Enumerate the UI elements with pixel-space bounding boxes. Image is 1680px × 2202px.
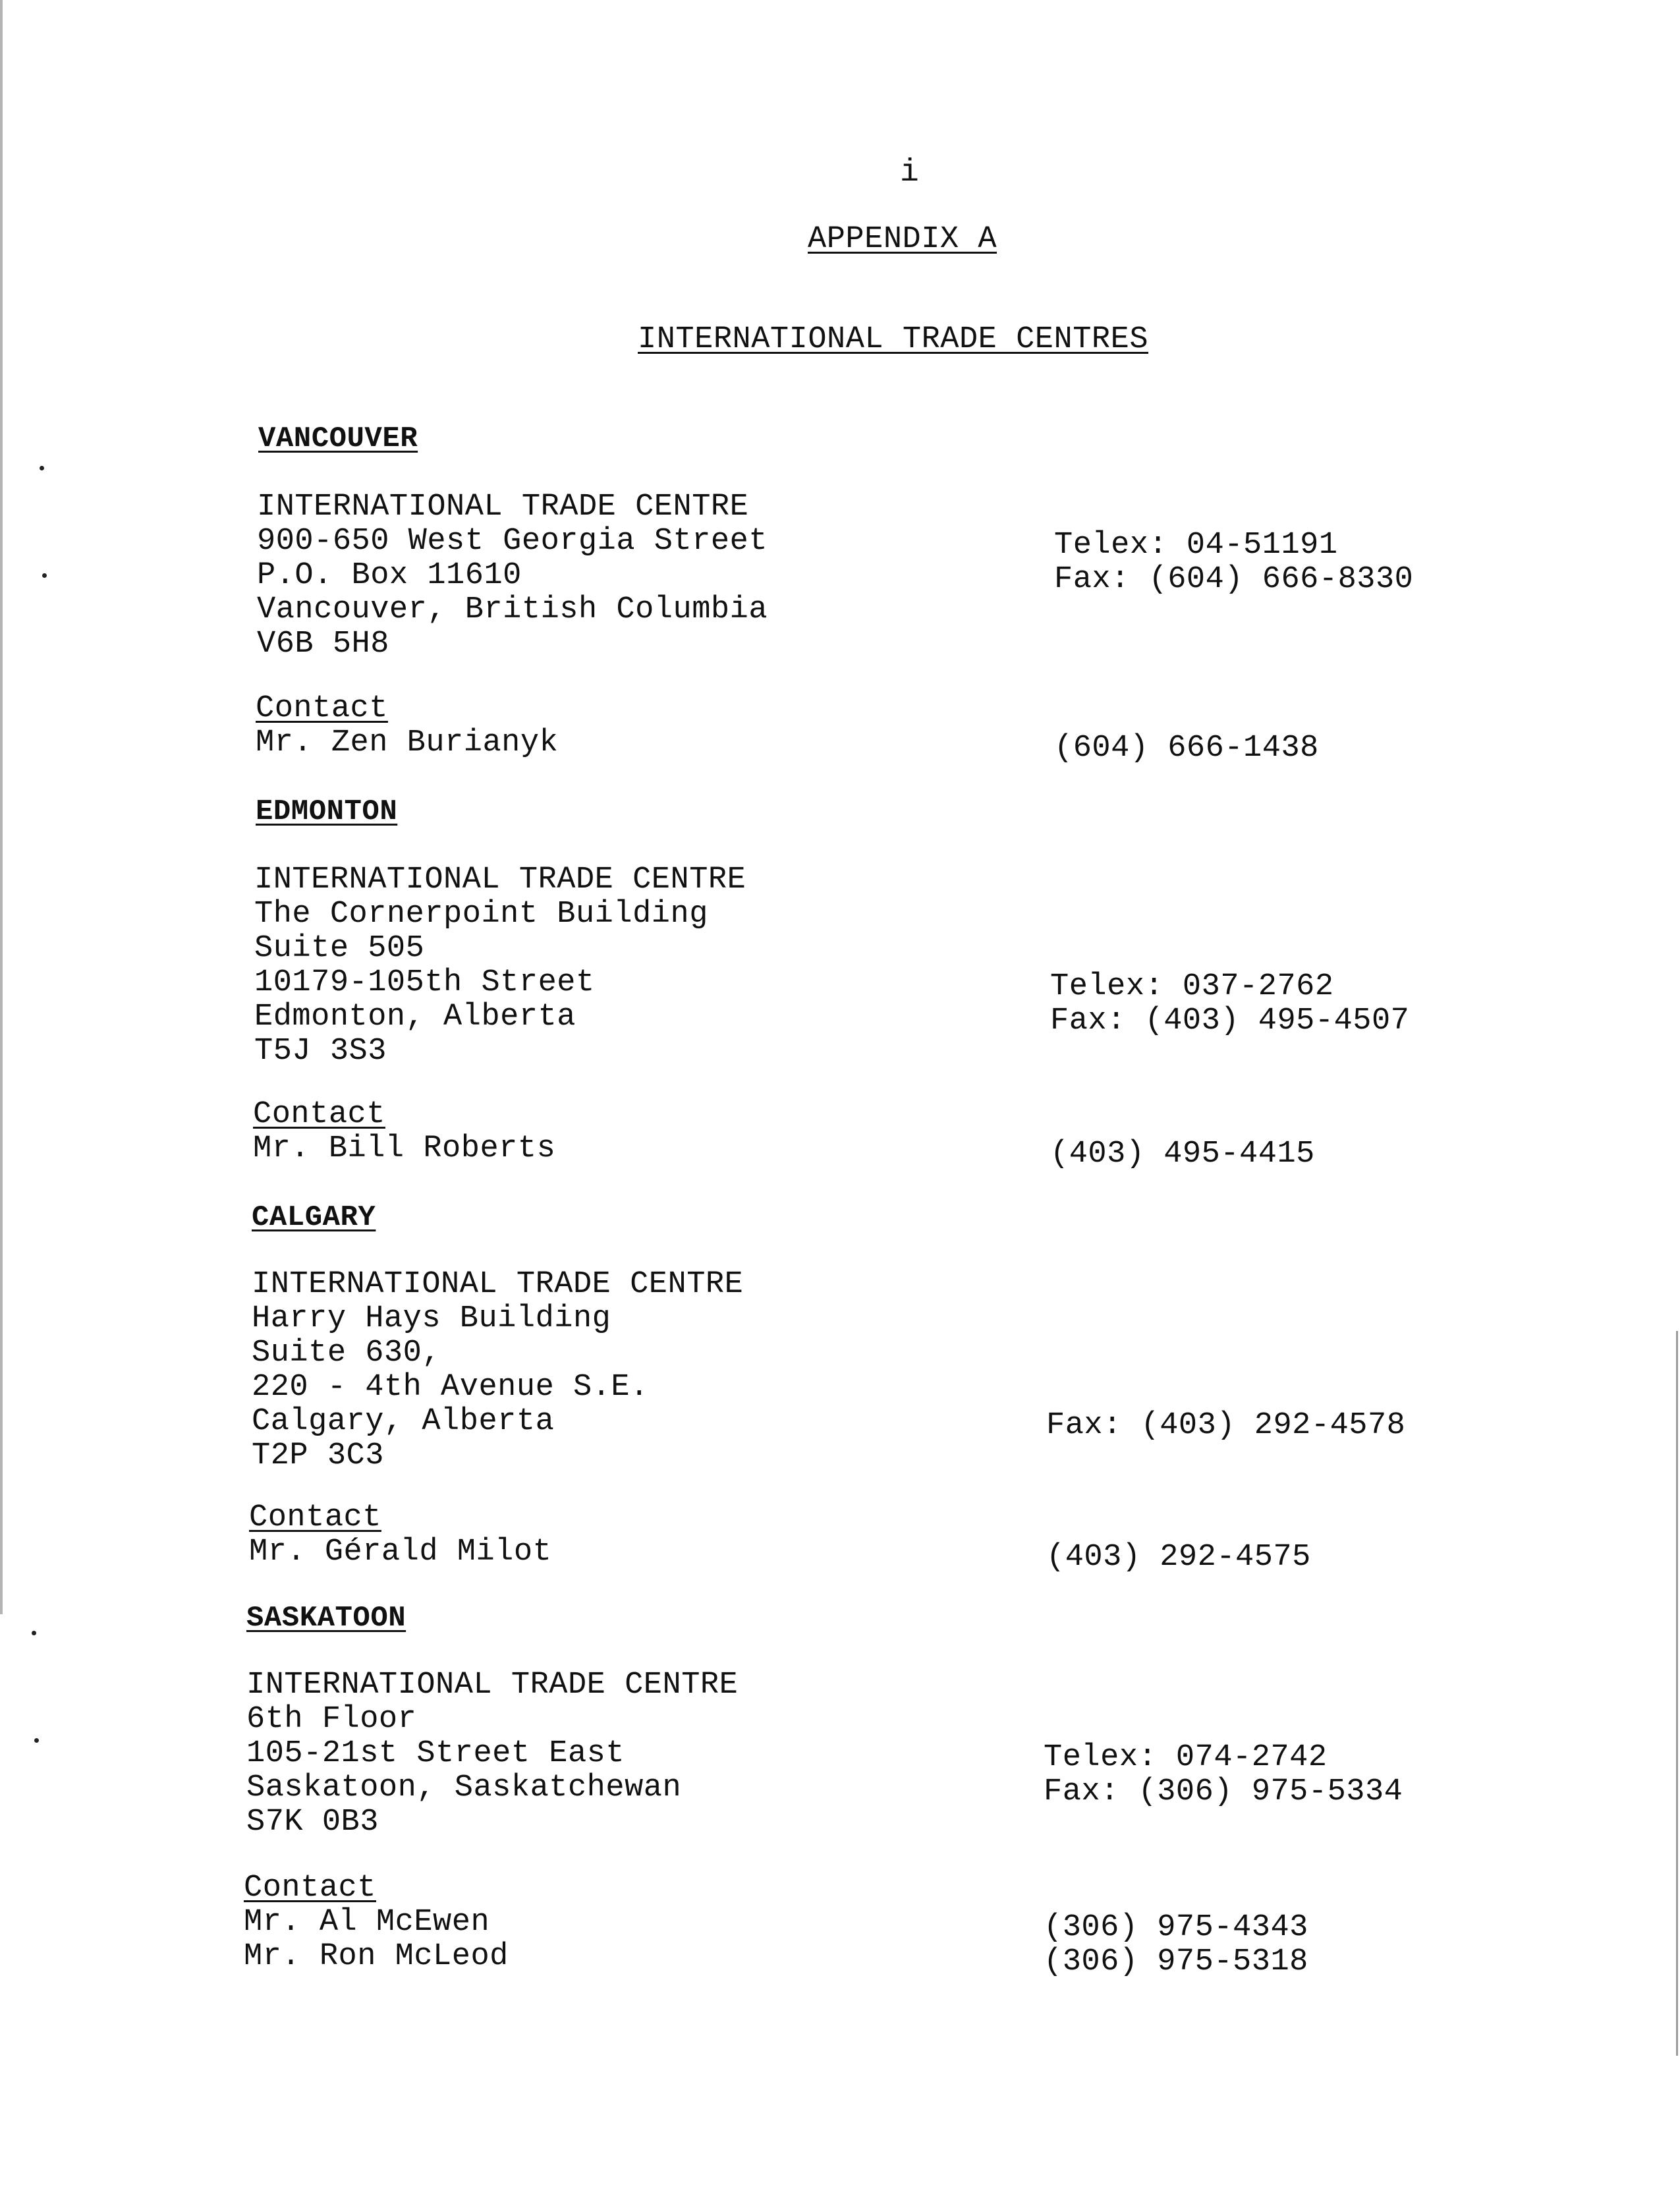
scan-speck — [34, 1738, 39, 1743]
contact-phone: (403) 495-4415 — [1050, 1137, 1315, 1172]
scan-edge-right — [1676, 1331, 1678, 2056]
address-line: INTERNATIONAL TRADE CENTRE — [252, 1267, 744, 1302]
address-line: 10179-105th Street — [254, 965, 595, 1000]
address-line: INTERNATIONAL TRADE CENTRE — [257, 490, 749, 524]
address-line: P.O. Box 11610 — [257, 558, 522, 593]
contact-phone: (306) 975-5318 — [1044, 1944, 1308, 1979]
contact-phone: (403) 292-4575 — [1046, 1540, 1311, 1575]
city-heading: VANCOUVER — [258, 422, 418, 455]
address-line: The Cornerpoint Building — [254, 897, 708, 932]
fax-number: Fax: (306) 975-5334 — [1044, 1774, 1403, 1809]
contact-name: Mr. Gérald Milot — [249, 1535, 552, 1569]
scan-speck — [40, 466, 44, 470]
address-line: 900-650 West Georgia Street — [257, 524, 768, 559]
scan-speck — [42, 573, 47, 578]
contact-name: Mr. Zen Burianyk — [256, 725, 559, 760]
address-line: V6B 5H8 — [257, 627, 389, 662]
address-line: T5J 3S3 — [254, 1034, 387, 1069]
page-number: i — [900, 155, 920, 190]
appendix-title: APPENDIX A — [808, 222, 997, 257]
scan-speck — [32, 1631, 36, 1635]
telex-number: Telex: 04-51191 — [1054, 528, 1338, 563]
telex-number: Telex: 037-2762 — [1050, 969, 1334, 1004]
document-title: INTERNATIONAL TRADE CENTRES — [638, 322, 1149, 357]
address-line: 105-21st Street East — [246, 1736, 625, 1771]
address-line: T2P 3C3 — [252, 1438, 384, 1473]
contact-name: Mr. Bill Roberts — [253, 1131, 556, 1166]
city-heading: EDMONTON — [256, 795, 398, 828]
contact-phone: (604) 666-1438 — [1054, 731, 1319, 766]
address-line: Saskatoon, Saskatchewan — [246, 1770, 682, 1805]
address-line: Suite 630, — [252, 1336, 441, 1370]
city-heading: SASKATOON — [246, 1602, 406, 1635]
address-line: Calgary, Alberta — [252, 1404, 555, 1439]
address-line: Harry Hays Building — [252, 1301, 611, 1336]
address-line: 6th Floor — [246, 1702, 417, 1737]
address-line: Edmonton, Alberta — [254, 1000, 576, 1034]
fax-number: Fax: (403) 292-4578 — [1046, 1408, 1406, 1443]
scan-edge-left — [0, 0, 3, 1614]
address-line: 220 - 4th Avenue S.E. — [252, 1370, 649, 1405]
address-line: S7K 0B3 — [246, 1805, 379, 1840]
contact-phone: (306) 975-4343 — [1044, 1910, 1308, 1945]
fax-number: Fax: (604) 666-8330 — [1054, 562, 1414, 597]
contact-name: Mr. Al McEwen — [244, 1905, 490, 1940]
contact-heading: Contact — [253, 1097, 385, 1132]
address-line: Suite 505 — [254, 931, 425, 966]
contact-heading: Contact — [244, 1871, 376, 1906]
telex-number: Telex: 074-2742 — [1044, 1740, 1328, 1775]
contact-heading: Contact — [256, 691, 388, 726]
address-line: INTERNATIONAL TRADE CENTRE — [254, 862, 746, 897]
city-heading: CALGARY — [252, 1201, 376, 1234]
fax-number: Fax: (403) 495-4507 — [1050, 1003, 1410, 1038]
address-line: Vancouver, British Columbia — [257, 592, 768, 627]
contact-heading: Contact — [249, 1500, 381, 1535]
address-line: INTERNATIONAL TRADE CENTRE — [246, 1668, 739, 1703]
contact-name: Mr. Ron McLeod — [244, 1939, 509, 1974]
